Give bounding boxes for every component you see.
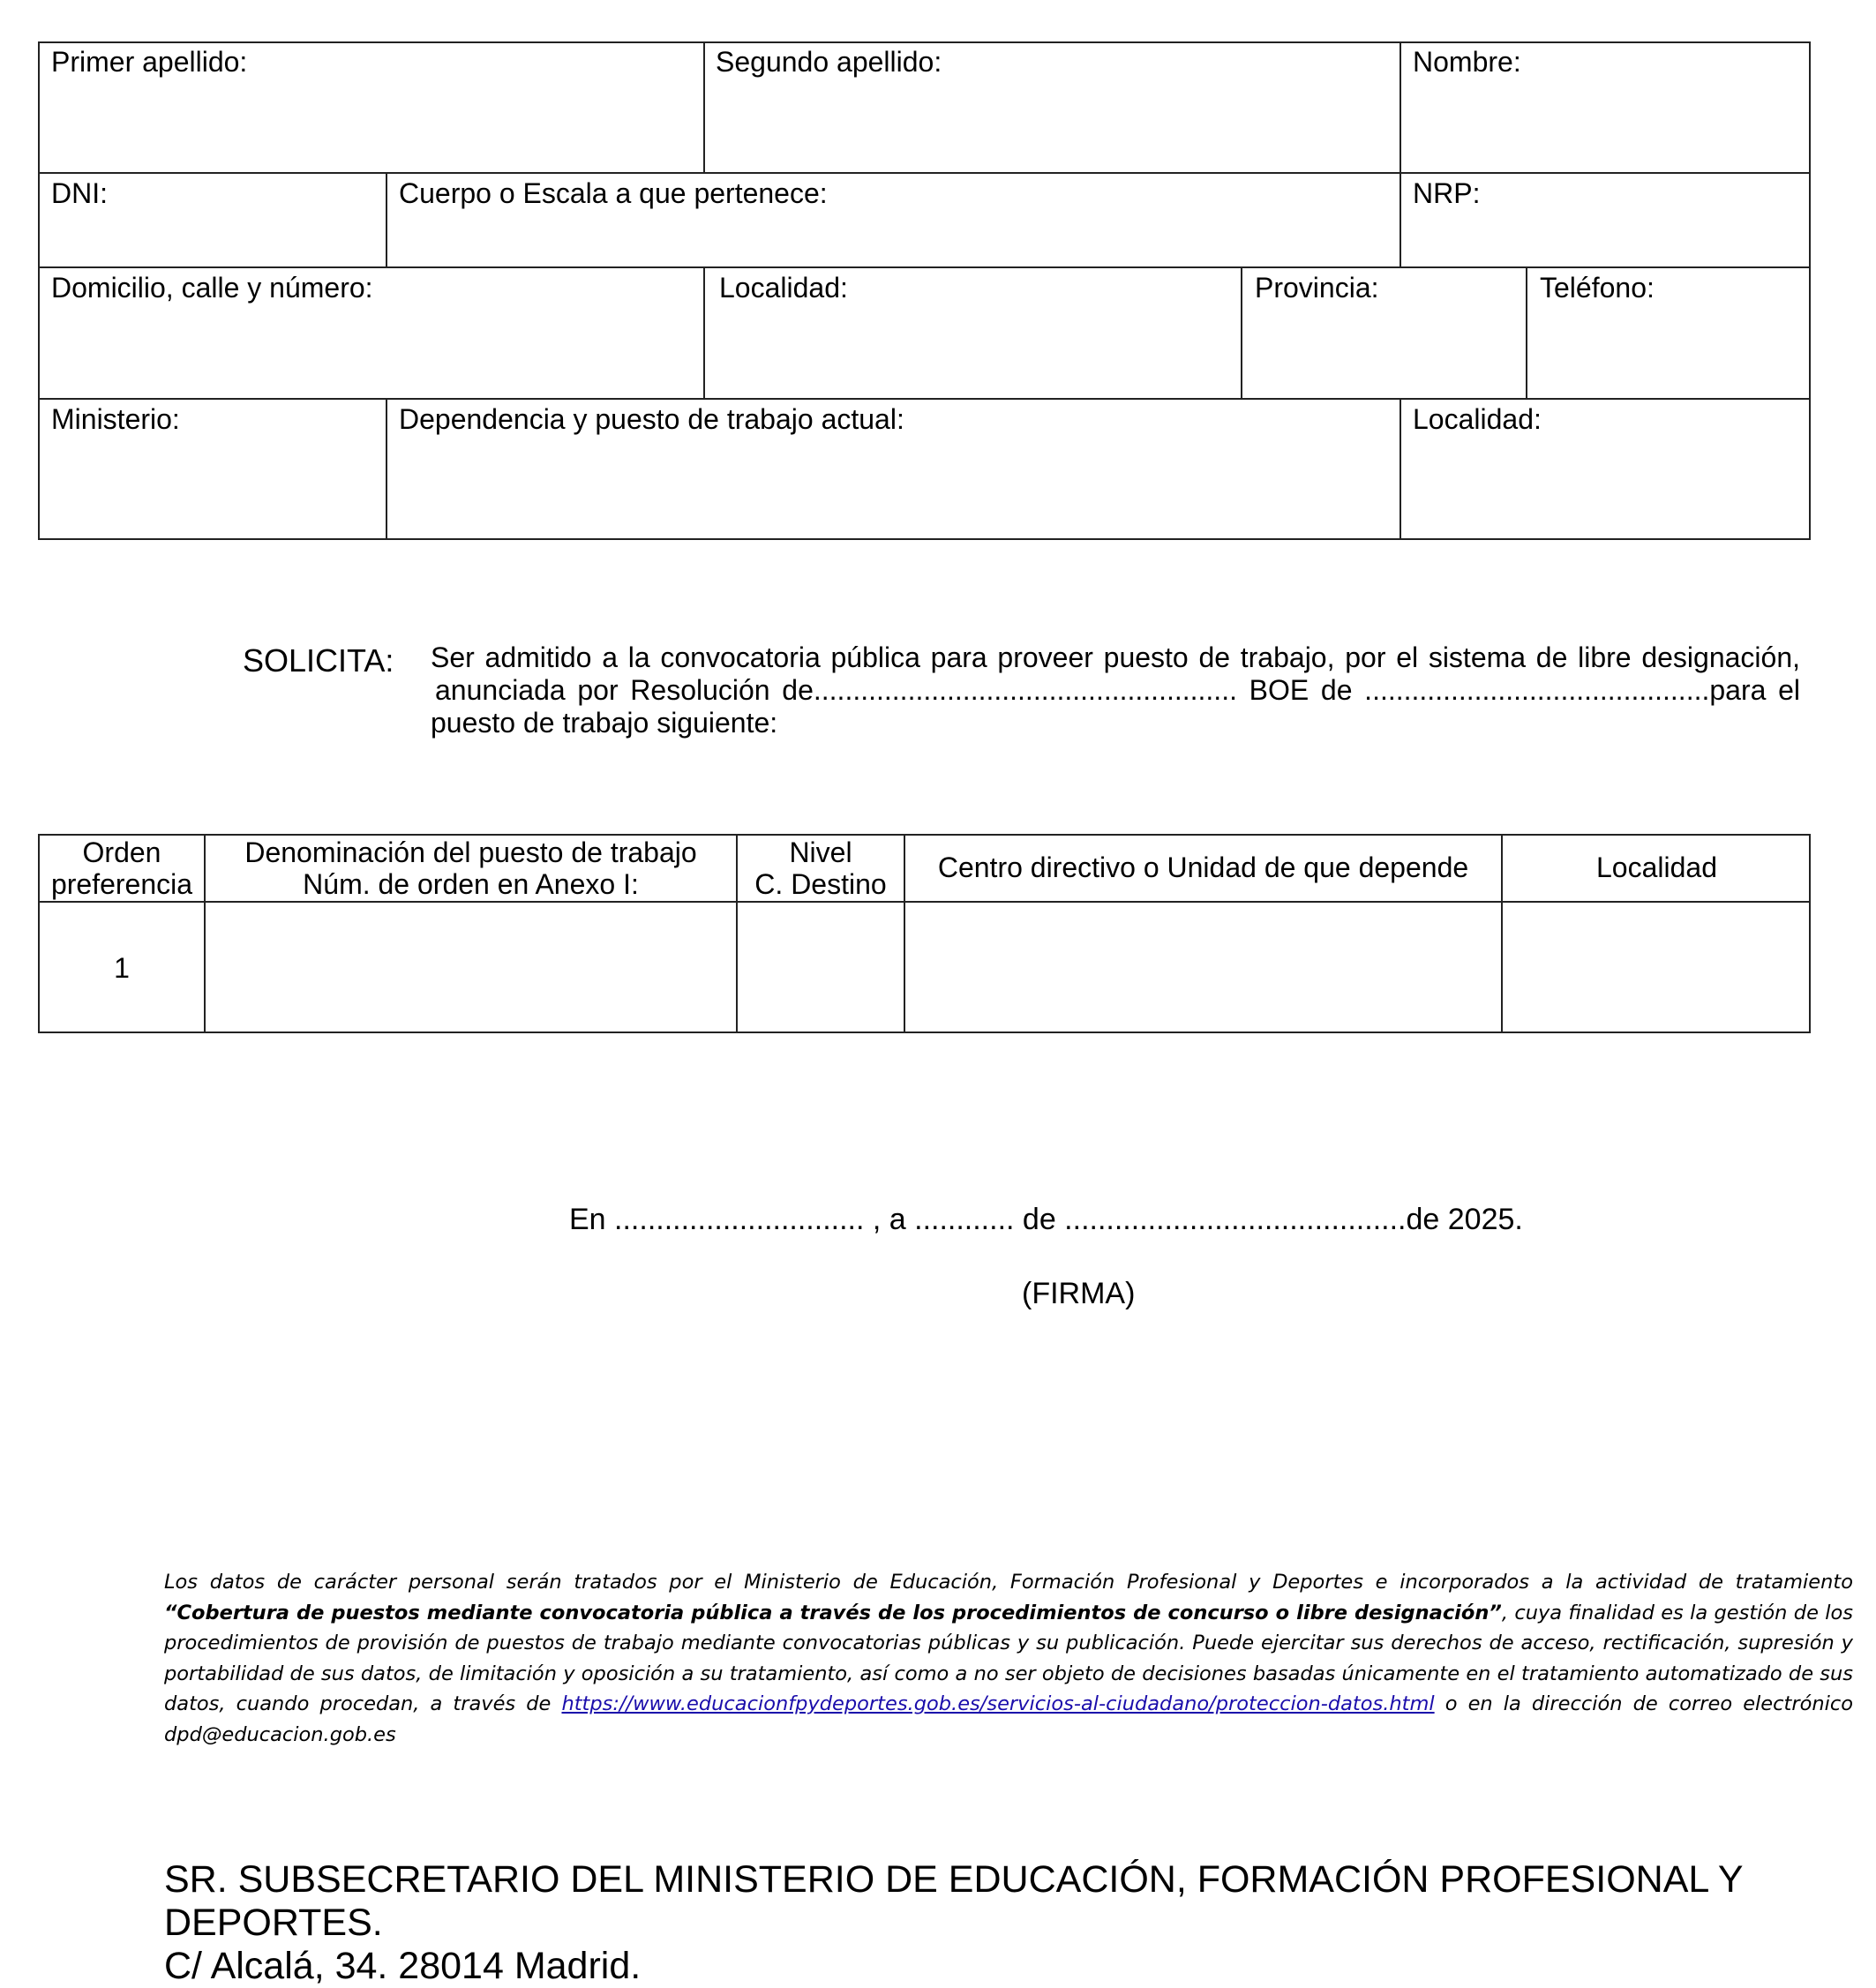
header-denominacion-line1: Denominación del puesto de trabajo — [244, 836, 697, 868]
nombre-field[interactable]: Nombre: — [1413, 46, 1521, 78]
fecha-line: En .............................. , a ............ de .........................................de 2025. — [569, 1203, 1523, 1236]
header-localidad: Localidad — [1596, 851, 1717, 883]
header-nivel — [738, 836, 904, 900]
addressee-line-3: C/ Alcalá, 34. 28014 Madrid. — [164, 1945, 642, 1987]
header-orden-line2: preferencia — [50, 868, 193, 900]
ministerio-field[interactable]: Ministerio: — [51, 403, 180, 435]
firma-label: (FIRMA) — [1022, 1277, 1136, 1310]
addressee-block — [164, 1858, 1841, 1988]
primer-apellido-field[interactable]: Primer apellido: — [51, 46, 248, 78]
row-1-localidad[interactable] — [1503, 952, 1811, 984]
dependencia-field[interactable]: Dependencia y puesto de trabajo actual: — [399, 403, 904, 435]
header-orden — [40, 836, 204, 900]
provincia-field[interactable]: Provincia: — [1255, 272, 1379, 304]
row-1-nivel[interactable] — [738, 952, 904, 984]
form-row-divider — [38, 172, 1811, 174]
row-1-orden: 1 — [114, 952, 130, 984]
privacy-text-2: , cuya finalidad es la gestión de los procedimientos de provisión de puestos de trabajo mediante convocatorias públicas y su publicación. Puede ejercitar sus derechos de acceso, rectificación, supresión y portabilidad de sus datos, de limitación y oposición a su tratamiento, así como a no ser objeto de decisiones basadas únicamente en el tratamiento automatizado de sus datos, cuando procedan, a través de — [164, 1601, 1853, 1715]
segundo-apellido-field[interactable]: Segundo apellido: — [716, 46, 942, 78]
form-col-divider — [1241, 266, 1242, 399]
table-header-divider — [38, 901, 1811, 903]
form-col-divider — [1399, 172, 1401, 267]
localidad-actual-field[interactable]: Localidad: — [1413, 403, 1542, 435]
form-col-divider — [1399, 398, 1401, 540]
solicita-line-1: Ser admitido a la convocatoria pública para proveer puesto de trabajo, por el sistema de libre designación, — [431, 641, 1800, 673]
addressee-line-1: SR. SUBSECRETARIO DEL MINISTERIO DE EDUCACIÓN, FORMACIÓN PROFESIONAL Y — [164, 1858, 1744, 1901]
header-denominacion — [206, 836, 736, 900]
privacy-bold-title: “Cobertura de puestos mediante convocatoria pública a través de los procedimientos de concurso o libre designación” — [164, 1601, 1502, 1624]
form-col-divider — [1526, 266, 1527, 399]
row-1-centro[interactable] — [905, 952, 1501, 984]
header-centro: Centro directivo o Unidad de que depende — [937, 851, 1469, 883]
form-row-divider — [38, 266, 1811, 268]
nrp-field[interactable]: NRP: — [1413, 177, 1481, 209]
form-col-divider — [703, 266, 705, 399]
form-col-divider — [1399, 41, 1401, 173]
form-row-divider — [38, 398, 1811, 400]
solicita-line-3: puesto de trabajo siguiente: — [431, 707, 778, 739]
telefono-field[interactable]: Teléfono: — [1540, 272, 1655, 304]
form-col-divider — [386, 398, 387, 540]
solicita-line-2: anunciada por Resolución de...................................................... BOE de ............................................para el — [435, 674, 1800, 706]
form-col-divider — [386, 172, 387, 267]
privacy-text-3: o en la dirección de correo electrónico dpd@educacion.gob.es — [164, 1692, 1853, 1746]
privacy-link[interactable]: https://www.educacionfpydeportes.gob.es/servicios-al-ciudadano/proteccion-datos.html — [561, 1692, 1435, 1715]
privacy-text-1: Los datos de carácter personal serán tratados por el Ministerio de Educación, Formación Profesional y Deportes e incorporados a la actividad de tratamiento — [164, 1571, 1853, 1594]
header-orden-line1: Orden — [82, 836, 161, 868]
row-1-denominacion[interactable] — [206, 952, 736, 984]
cuerpo-escala-field[interactable]: Cuerpo o Escala a que pertenece: — [399, 177, 828, 209]
addressee-line-2: DEPORTES. — [164, 1902, 383, 1944]
header-nivel-line1: Nivel — [789, 836, 852, 868]
form-col-divider — [703, 41, 705, 173]
privacy-notice — [164, 1567, 1853, 1750]
domicilio-field[interactable]: Domicilio, calle y número: — [51, 272, 373, 304]
localidad-field[interactable]: Localidad: — [719, 272, 848, 304]
solicita-heading: SOLICITA: — [243, 642, 394, 679]
solicita-text — [431, 641, 1800, 739]
header-denominacion-line2: Núm. de orden en Anexo I: — [303, 868, 639, 900]
header-nivel-line2: C. Destino — [754, 868, 887, 900]
dni-field[interactable]: DNI: — [51, 177, 108, 209]
